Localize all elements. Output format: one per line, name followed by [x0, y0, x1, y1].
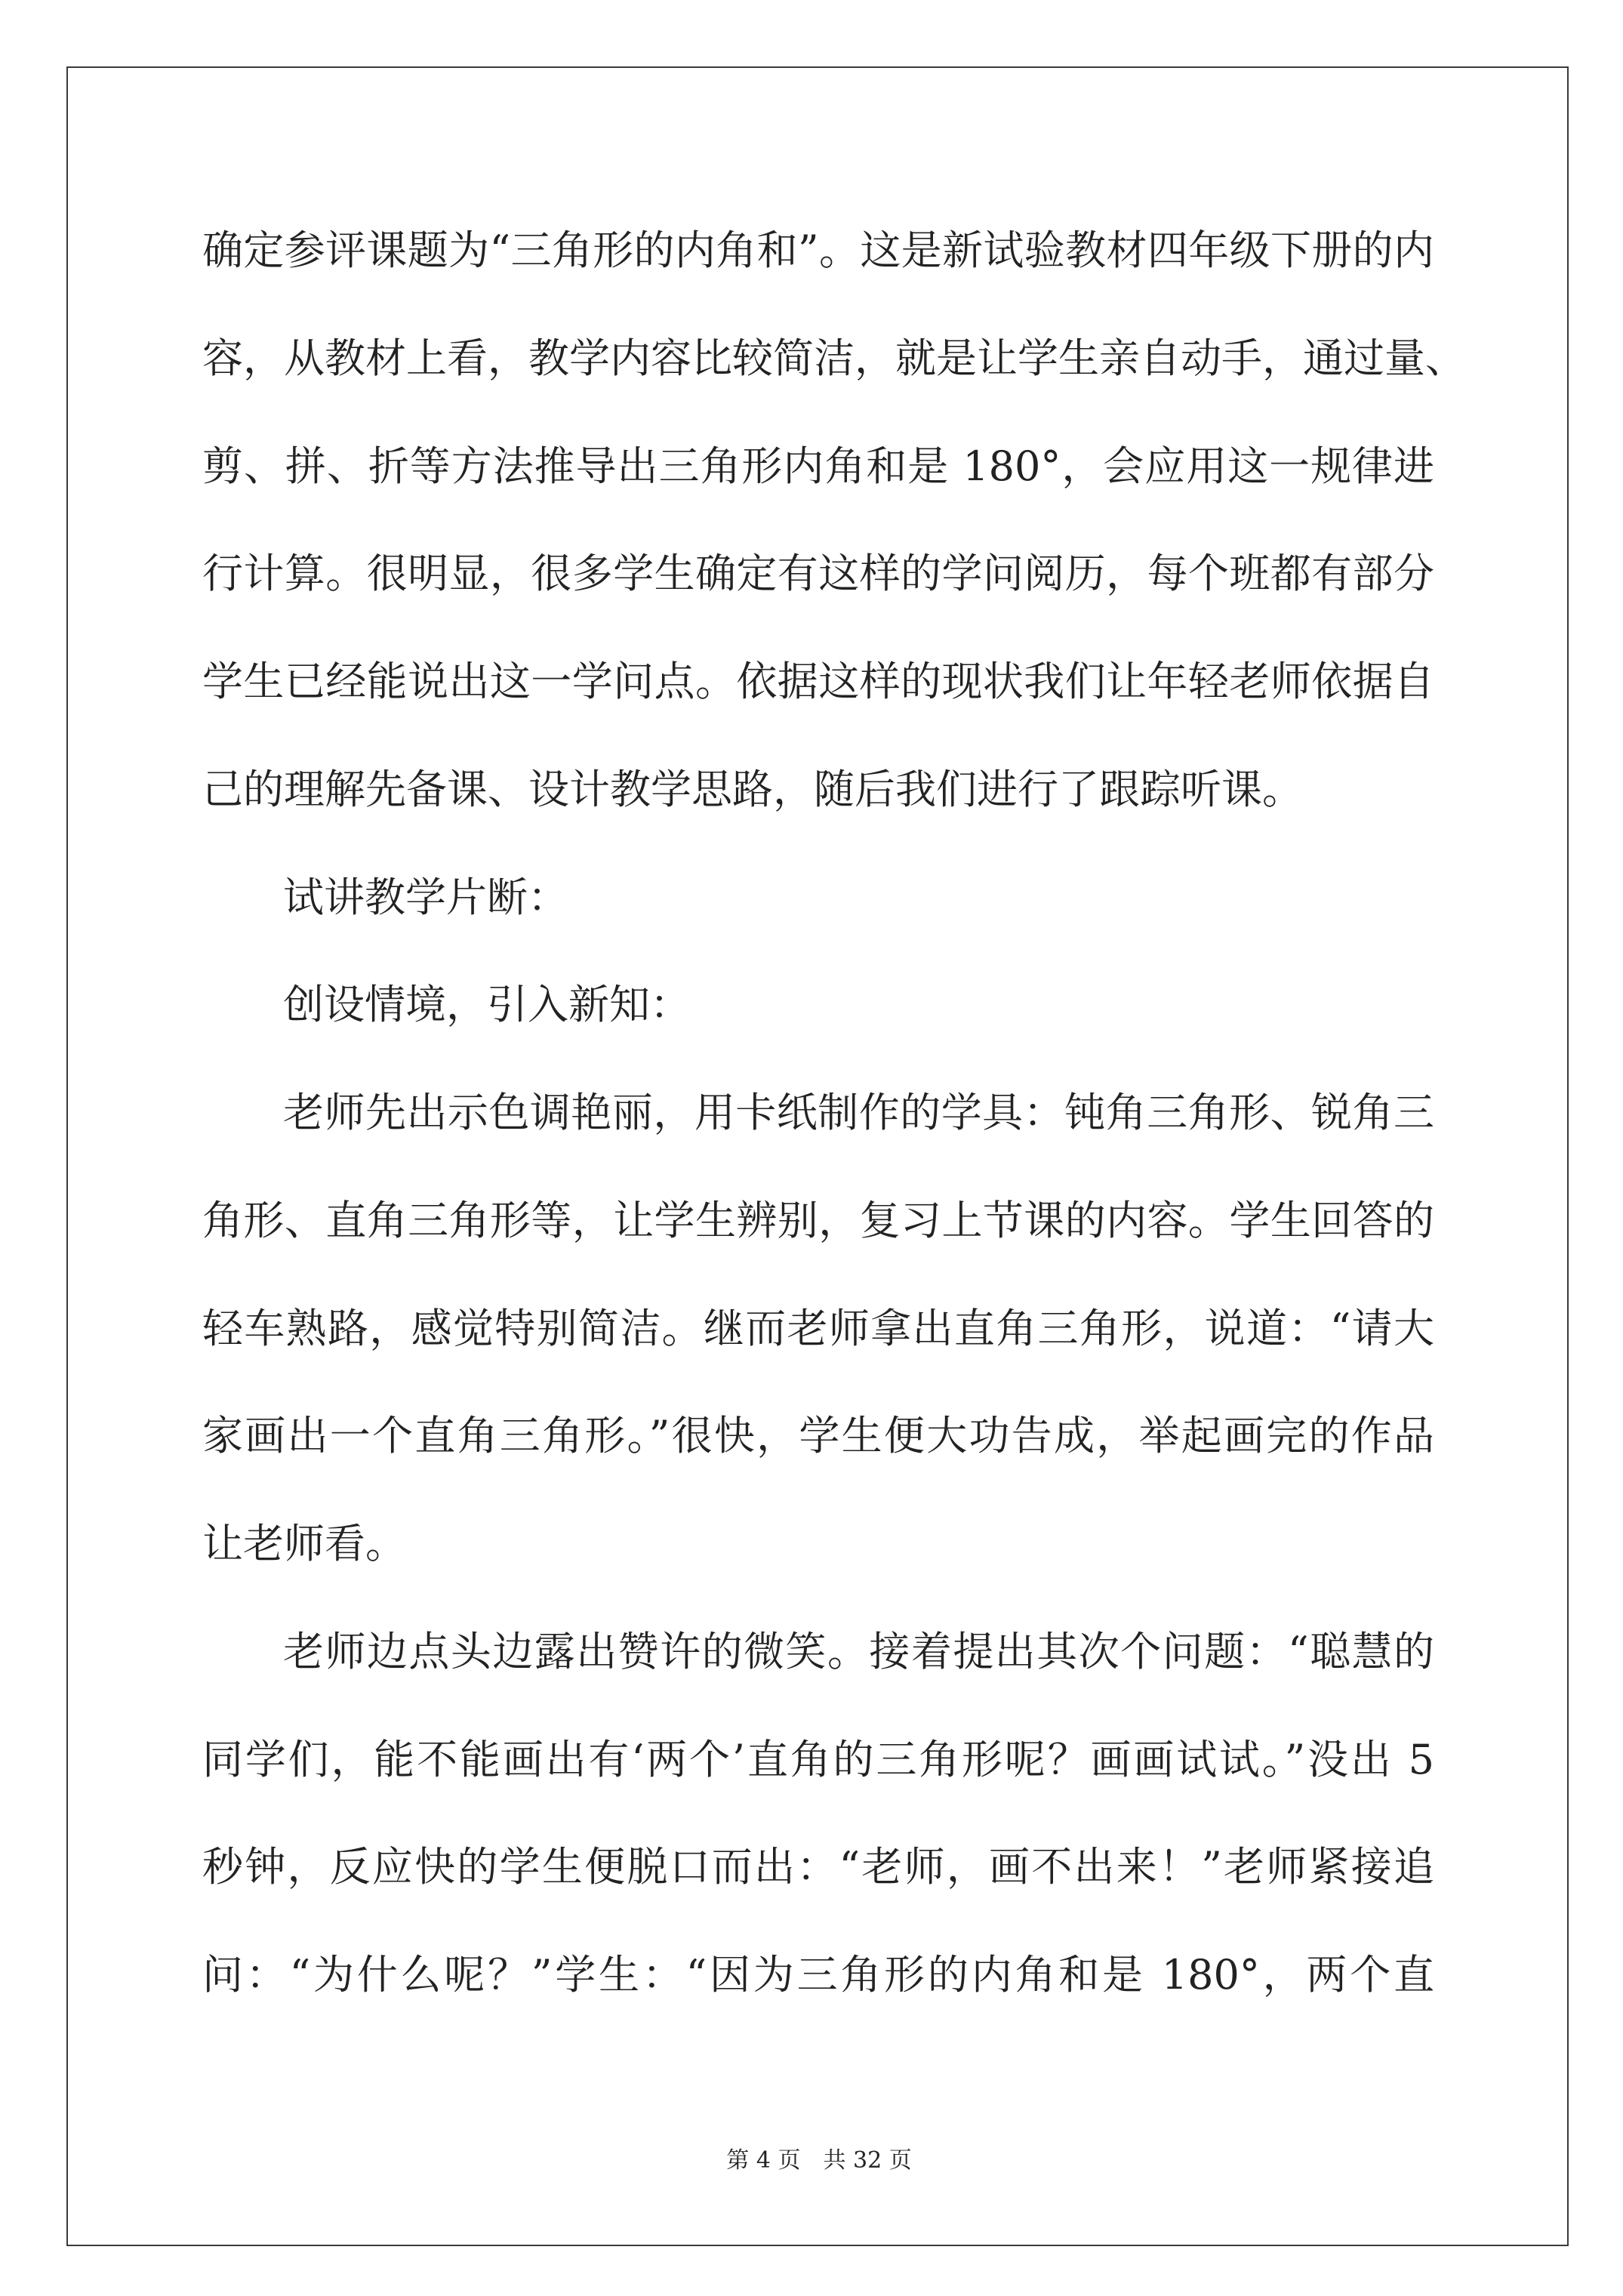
text-line: 秒钟，反应快的学生便脱口而出：“老师，画不出来！”老师紧接追	[202, 1843, 1434, 1891]
text-line: 角形、直角三角形等，让学生辨别，复习上节课的内容。学生回答的	[202, 1196, 1434, 1244]
text-line: 容，从教材上看，教学内容比较简洁，就是让学生亲自动手，通过量、	[202, 334, 1466, 382]
section-heading: 试讲教学片断：	[283, 873, 568, 921]
text-line: 老师边点头边露出赞许的微笑。接着提出其次个问题：“聪慧的	[283, 1627, 1434, 1675]
total-pages: 共 32 页	[823, 2147, 912, 2174]
text-line: 同学们，能不能画出有‘两个’直角的三角形呢？画画试试。”没出 5	[202, 1735, 1434, 1783]
current-page-number: 第 4 页	[726, 2147, 801, 2174]
page-footer	[668, 2144, 970, 2177]
text-line: 行计算。很明显，很多学生确定有这样的学问阅历，每个班都有部分	[202, 550, 1434, 598]
text-line: 剪、拼、折等方法推导出三角形内角和是 180°，会应用这一规律进	[202, 442, 1434, 490]
text-line: 问：“为什么呢？”学生：“因为三角形的内角和是 180°，两个直	[202, 1951, 1434, 1999]
text-line: 学生已经能说出这一学问点。依据这样的现状我们让年轻老师依据自	[202, 658, 1434, 705]
text-line: 让老师看。	[202, 1520, 406, 1567]
text-line: 轻车熟路，感觉特别简洁。继而老师拿出直角三角形，说道：“请大	[202, 1304, 1434, 1352]
section-heading: 创设情境，引入新知：	[283, 981, 691, 1029]
document-body	[202, 197, 1466, 2029]
text-line: 己的理解先备课、设计教学思路，随后我们进行了跟踪听课。	[202, 765, 1303, 813]
text-line: 确定参评课题为“三角形的内角和”。这是新试验教材四年级下册的内	[202, 227, 1434, 274]
text-line: 老师先出示色调艳丽，用卡纸制作的学具：钝角三角形、锐角三	[283, 1089, 1434, 1136]
text-line: 家画出一个直角三角形。”很快，学生便大功告成，举起画完的作品	[202, 1412, 1434, 1460]
